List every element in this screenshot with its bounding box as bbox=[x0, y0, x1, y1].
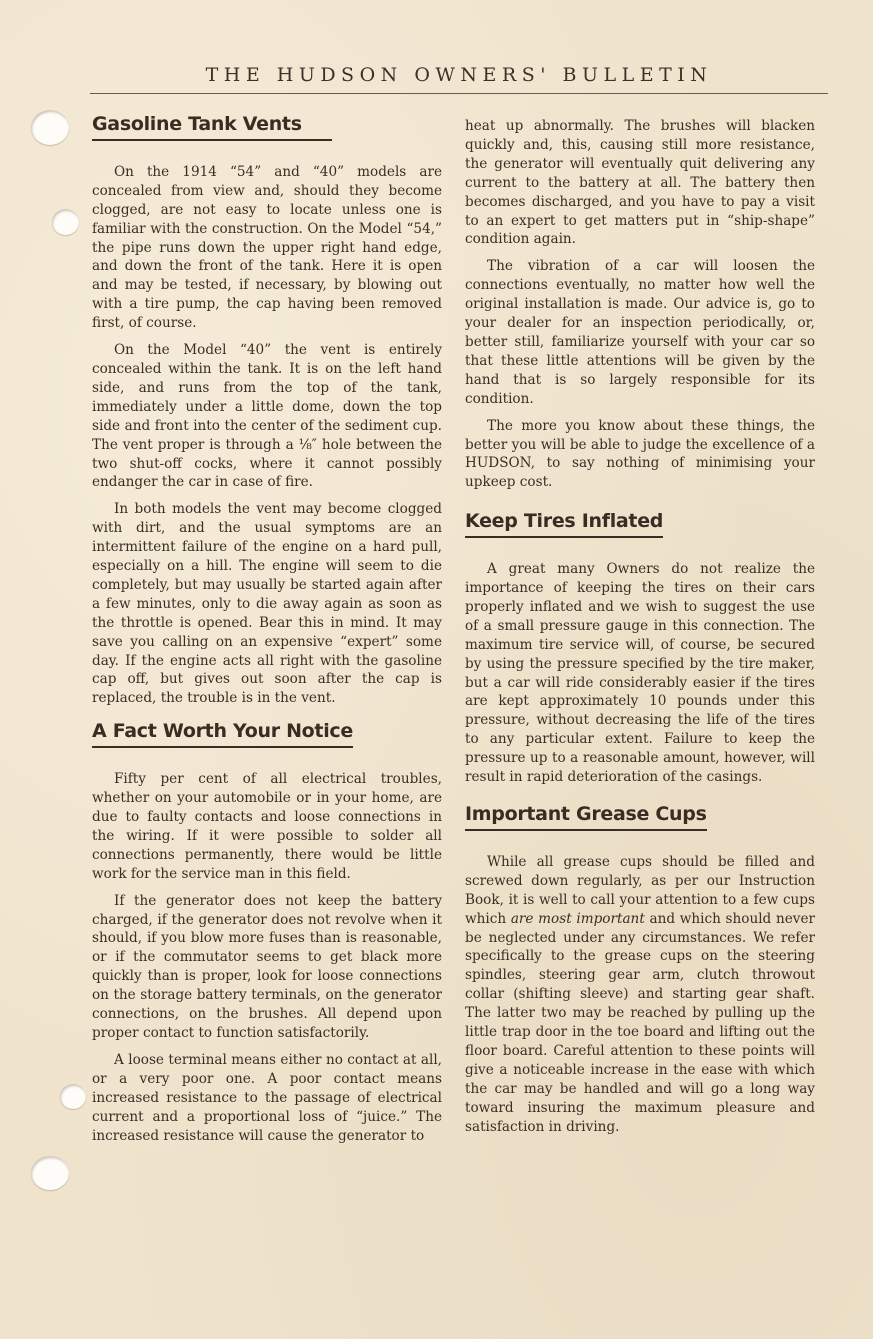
article-important-grease-cups bbox=[465, 805, 815, 1137]
paragraph-text: and which should never be neglected under any circumstances. We refer specifically to the grease cups on the steering spindles, steering gear arm, clutch throwout collar (shifting sleeve) and starting gear shaft. The latter two may be reached by pulling up the little trap door in the toe board and lifting out the floor board. Careful attention to these points will give a noticeable increase in the ease with which the car may be handled and will go a long way toward insuring the maximum pleasure and satisfaction in driving. bbox=[465, 910, 815, 1135]
article-paragraph: The more you know about these things, the better you will be able to judge the excellence of a HUDSON, to say nothing of minimising your upkeep cost. bbox=[465, 417, 815, 491]
article-paragraph: On the 1914 “54” and “40” models are concealed from view and, should they become clogged, are not easy to locate unless one is familiar with the construction. On the Model “54,” the pipe runs down the upper right hand edge, and down the front of the tank. Here it is open and may be tested, if necessary, by blowing out with a tire pump, the cap having been removed first, of course. bbox=[92, 163, 442, 332]
masthead-rule bbox=[90, 93, 828, 94]
binder-hole-4 bbox=[31, 1156, 69, 1190]
binder-hole-2 bbox=[52, 209, 79, 235]
article-heading: Gasoline Tank Vents bbox=[92, 115, 332, 141]
binder-hole-1 bbox=[31, 110, 69, 145]
article-continuation bbox=[465, 117, 815, 492]
article-paragraph: heat up abnormally. The brushes will blacken quickly and, this, causing still more resistance, the generator will eventually quit delivering any current to the battery at all. The battery then becomes discharged, and you have to pay a visit to an expert to get matters put in “ship-shape” condition again. bbox=[465, 118, 815, 248]
article-paragraph: A loose terminal means either no contact at all, or a very poor one. A poor contact means increased resistance to the passage of electrical current and a proportional loss of “juice.” The increased resistance will cause the generator to bbox=[92, 1051, 442, 1144]
article-paragraph: Fifty per cent of all electrical troubles, whether on your automobile or in your home, are due to faulty contacts and loose connections in the wiring. If it were possible to solder all connections permanently, there would be little work for the service man in this field. bbox=[92, 771, 442, 882]
binder-hole-3 bbox=[60, 1084, 86, 1109]
masthead-title: THE HUDSON OWNERS' BULLETIN bbox=[205, 64, 713, 86]
article-paragraph: The vibration of a car will loosen the connections eventually, no matter how well the original installation is made. Our advice is, go to your dealer for an inspection periodically, or, better still, familiarize yourself with your car so that these little attentions will be given by the hand that is so largely responsible for its condition. bbox=[465, 258, 815, 407]
emphasis-text: are most important bbox=[510, 910, 645, 927]
article-paragraph: If the generator does not keep the battery charged, if the generator does not revolve when it should, if you blow more fuses than is reasonable, or if the commutator seems to get black more quickly than is proper, look for loose connections on the storage battery terminals, on the generator connections, on the brushes. All depend upon proper contact to function satisfactorily. bbox=[92, 892, 442, 1041]
article-paragraph: On the Model “40” the vent is entirely concealed within the tank. It is on the left hand side, and runs from the top of the tank, immediately under a little dome, down the top side and front into the center of the sediment cup. The vent proper is through a ⅛″ hole between the two shut-off cocks, where it cannot possibly endanger the car in case of fire. bbox=[92, 342, 442, 491]
article-keep-tires-inflated bbox=[465, 512, 815, 787]
article-paragraph bbox=[465, 853, 815, 1137]
article-a-fact-worth-your-notice bbox=[92, 722, 442, 1145]
article-heading: A Fact Worth Your Notice bbox=[92, 722, 353, 748]
right-column bbox=[465, 117, 815, 1145]
left-column bbox=[92, 115, 442, 1153]
article-paragraph: In both models the vent may become clogged with dirt, and the usual symptoms are an intermittent failure of the engine on a hard pull, especially on a hill. The engine will seem to die completely, but may usually be started again after a few minutes, only to die away again as soon as the throttle is opened. Bear this in mind. It may save you calling on an expensive “expert” some day. If the engine acts all right with the gasoline cap off, but gives out soon after the cap is replaced, the trouble is in the vent. bbox=[92, 501, 442, 707]
article-gasoline-tank-vents bbox=[92, 115, 442, 708]
article-paragraph: A great many Owners do not realize the importance of keeping the tires on their cars properly inflated and we wish to suggest the use of a small pressure gauge in this connection. The maximum tire service will, of course, be secured by using the pressure specified by the tire maker, but a car will ride considerably easier if the tires are kept approximately 10 pounds under this pressure, without decreasing the life of the tires to any particular extent. Failure to keep the pressure up to a reasonable amount, however, will result in rapid deterioration of the casings. bbox=[465, 561, 815, 786]
article-heading: Keep Tires Inflated bbox=[465, 512, 663, 538]
article-heading: Important Grease Cups bbox=[465, 805, 707, 831]
paragraph-text: While all grease cups should be filled and screwed down regularly, as per our Instruction Book, it is well to call your attention to a few cups which bbox=[465, 853, 815, 927]
